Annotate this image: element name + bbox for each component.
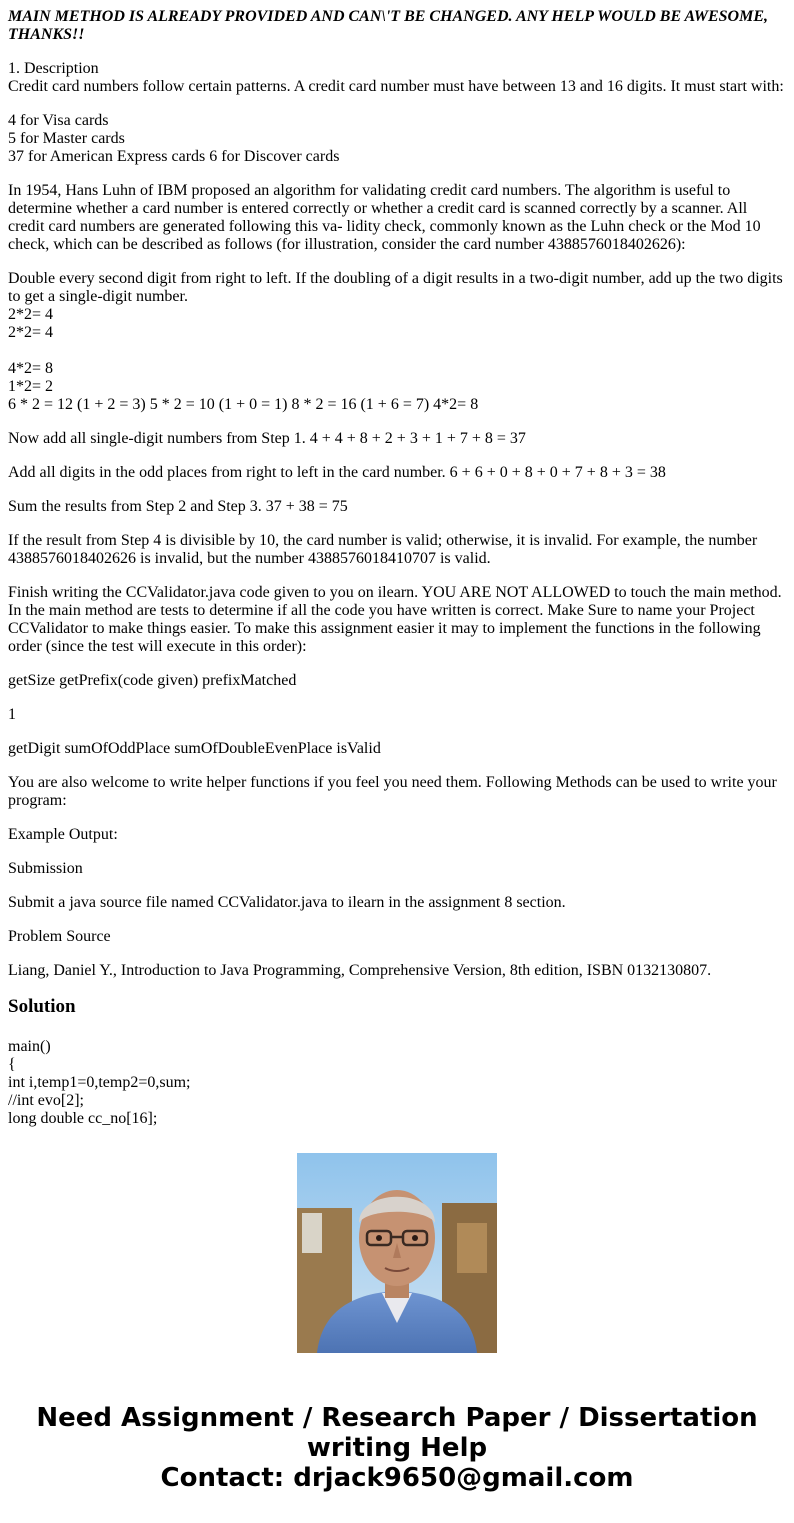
contact-banner: [0, 1403, 794, 1493]
step4-paragraph: Sum the results from Step 2 and Step 3. 37 + 38 = 75: [8, 498, 348, 515]
step1-line: 4*2= 8: [8, 360, 54, 377]
description-intro: Credit card numbers follow certain patterns. A credit card number must have between 13 and 16 digits. It must start with:: [8, 78, 784, 95]
question-title: MAIN METHOD IS ALREADY PROVIDED AND CAN\'T BE CHANGED. ANY HELP WOULD BE AWESOME, THANKS!!: [8, 8, 768, 43]
step1-text: Double every second digit from right to left. If the doubling of a digit results in a two-digit number, add up the two digits to get a single-digit number.: [8, 270, 783, 305]
step2-paragraph: Now add all single-digit numbers from Step 1. 4 + 4 + 8 + 2 + 3 + 1 + 7 + 8 = 37: [8, 430, 526, 447]
solution-code: [8, 1038, 786, 1127]
prefix-visa: 4 for Visa cards: [8, 112, 109, 129]
banner-line-1: Need Assignment / Research Paper / Dissertation: [36, 1403, 758, 1433]
code-line: int i,temp1=0,temp2=0,sum;: [8, 1074, 191, 1091]
page-number: 1: [8, 706, 16, 723]
step1-line: 6 * 2 = 12 (1 + 2 = 3) 5 * 2 = 10 (1 + 0 = 1) 8 * 2 = 16 (1 + 6 = 7) 4*2= 8: [8, 396, 479, 413]
code-line: main(): [8, 1038, 51, 1055]
problem-source-heading: Problem Source: [8, 928, 111, 945]
banner-line-2: writing Help: [306, 1433, 488, 1463]
step1-paragraph: [8, 270, 786, 414]
description-heading: 1. Description: [8, 60, 99, 77]
banner-contact-email: Contact: drjack9650@gmail.com: [160, 1463, 634, 1493]
submission-text: Submit a java source file named CCValidator.java to ilearn in the assignment 8 section.: [8, 894, 566, 911]
prefix-amex-discover: 37 for American Express cards 6 for Discover cards: [8, 148, 340, 165]
person-portrait-icon: [297, 1153, 497, 1353]
step3-paragraph: Add all digits in the odd places from right to left in the card number. 6 + 6 + 0 + 8 + 0 + 7 + 8 + 3 = 38: [8, 464, 666, 481]
step1-line: 2*2= 4: [8, 306, 54, 323]
prefix-mastercard: 5 for Master cards: [8, 130, 125, 147]
instructions-paragraph: Finish writing the CCValidator.java code given to you on ilearn. YOU ARE NOT ALLOWED to touch the main method. In the main method are tests to determine if all the code you have written is correct. Make Sure to name your Project CCValidator to make things easier. To make this assignment easier it may to implement the functions in the following order (since the test will execute in this order):: [8, 584, 782, 655]
document-content: [8, 8, 786, 1127]
function-list-2: getDigit sumOfOddPlace sumOfDoubleEvenPlace isValid: [8, 740, 381, 757]
author-avatar: [297, 1153, 497, 1353]
code-line: {: [8, 1056, 16, 1073]
description-section: [8, 60, 786, 96]
blank-line: [8, 342, 786, 360]
prefix-list: [8, 112, 786, 166]
step1-line: 1*2= 2: [8, 378, 54, 395]
solution-heading: Solution: [8, 996, 76, 1017]
step5-paragraph: If the result from Step 4 is divisible by 10, the card number is valid; otherwise, it is invalid. For example, the number 4388576018402626 is invalid, but the number 4388576018410707 is valid.: [8, 532, 758, 567]
submission-heading: Submission: [8, 860, 83, 877]
luhn-intro-paragraph: In 1954, Hans Luhn of IBM proposed an algorithm for validating credit card numbers. The algorithm is useful to determine whether a card number is entered correctly or whether a credit card is scanned correctly by a scanner. All credit card numbers are generated following this va- lidity check, commonly known as the Luhn check or the Mod 10 check, which can be described as follows (for illustration, consider the card number 4388576018402626):: [8, 182, 761, 253]
code-line: long double cc_no[16];: [8, 1110, 158, 1127]
function-list-1: getSize getPrefix(code given) prefixMatched: [8, 672, 297, 689]
code-line: //int evo[2];: [8, 1092, 84, 1109]
helper-functions-paragraph: You are also welcome to write helper functions if you feel you need them. Following Methods can be used to write your program:: [8, 774, 777, 809]
problem-source-text: Liang, Daniel Y., Introduction to Java Programming, Comprehensive Version, 8th edition, ISBN 0132130807.: [8, 962, 712, 979]
example-output-label: Example Output:: [8, 826, 118, 843]
step1-line: 2*2= 4: [8, 324, 54, 341]
